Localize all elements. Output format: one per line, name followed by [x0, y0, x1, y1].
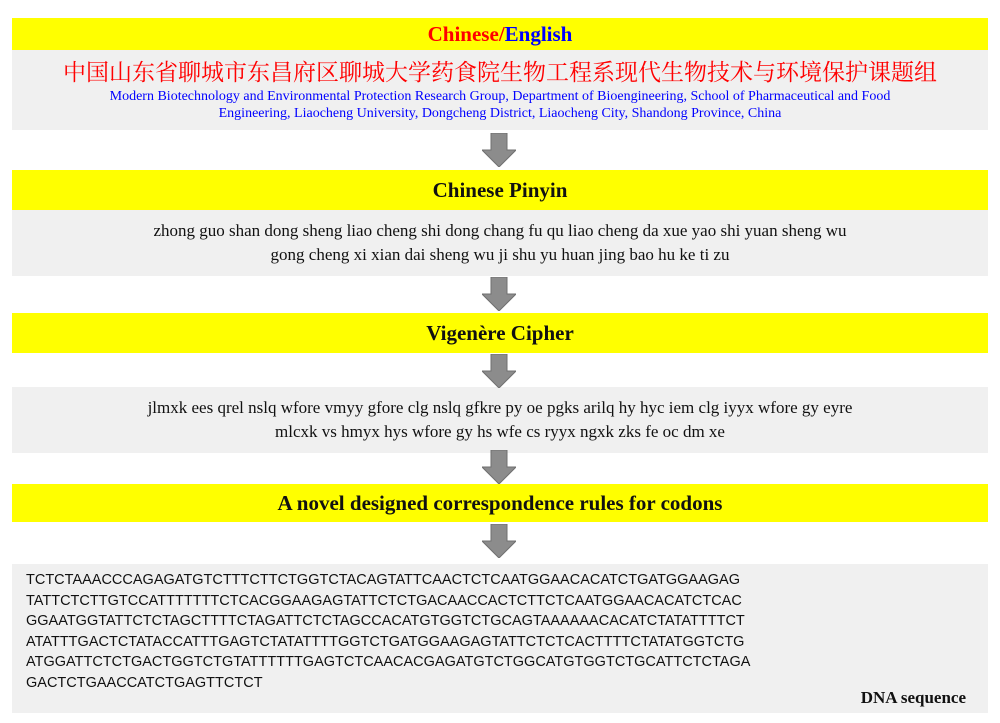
dna-sequence-panel: [12, 564, 988, 713]
chinese-english-panel: [12, 50, 988, 130]
pinyin-line-1: zhong guo shan dong sheng liao cheng shi dong chang fu qu liao cheng da xue yao shi yuan sheng wu: [153, 221, 847, 240]
title-separator: /: [498, 21, 505, 46]
pinyin-line-2: gong cheng xi xian dai sheng wu ji shu yu huan jing bao hu ke ti zu: [270, 245, 730, 264]
codon-rules-title: A novel designed correspondence rules for codons: [277, 490, 723, 515]
title-english-word: English: [504, 21, 573, 46]
codon-rules-header: [12, 484, 988, 522]
dna-line-6: GACTCTGAACCATCTGAGTTCTCT: [26, 674, 263, 691]
dna-line-1: TCTCTAAACCCAGAGATGTCTTTCTTCTGGTCTACAGTATTCAACTCTCAATGGAACACATCTGATGGAAGAG: [26, 572, 740, 588]
down-arrow-icon: [482, 354, 516, 388]
down-arrow-icon: [482, 450, 516, 484]
pinyin-panel: [12, 210, 988, 276]
english-address-line-2: Engineering, Liaocheng University, Dongcheng District, Liaocheng City, Shandong Province, China: [218, 106, 782, 121]
down-arrow-icon: [482, 524, 516, 558]
dna-line-5: ATGGATTCTCTGACTGGTCTGTATTTTTTGAGTCTCAACACGAGATGTCTGGCATGTGGTCTGCATTCTCTAGA: [26, 654, 751, 670]
vigenere-panel: [12, 387, 988, 453]
chinese-english-header: [12, 18, 988, 50]
cipher-line-1: jlmxk ees qrel nslq wfore vmyy gfore clg nslq gfkre py oe pgks arilq hy hyc iem clg iyyx wfore gy eyre: [147, 398, 853, 417]
down-arrow-icon: [482, 133, 516, 167]
chinese-pinyin-header: [12, 170, 988, 210]
vigenere-title: Vigenère Cipher: [426, 320, 574, 345]
pinyin-title: Chinese Pinyin: [432, 177, 568, 202]
english-address-line-1: Modern Biotechnology and Environmental Protection Research Group, Department of Bioengineering, School of Pharmaceutical and Food: [109, 89, 891, 104]
chinese-address-text: 中国山东省聊城市东昌府区聊城大学药食院生物工程系现代生物技术与环境保护课题组: [63, 60, 937, 86]
vigenere-cipher-header: [12, 313, 988, 353]
cipher-line-2: mlcxk vs hmyx hys wfore gy hs wfe cs ryyx ngxk zks fe oc dm xe: [275, 422, 725, 441]
dna-line-4: ATATTTGACTCTATACCATTTGAGTCTATATTTTGGTCTGATGGAAGAGTATTCTCTCACTTTTCTATATGGTCTG: [26, 633, 745, 650]
title-chinese-word: Chinese: [427, 21, 499, 46]
dna-sequence-label: DNA sequence: [860, 687, 966, 707]
dna-line-2: TATTCTCTTGTCCATTTTTTTCTCACGGAAGAGTATTCTCTGACAACCACTCTTCTCAATGGAACACATCTCAC: [26, 592, 742, 609]
dna-line-3: GGAATGGTATTCTCTAGCTTTTCTAGATTCTCTAGCCACATGTGGTCTGCAGTAAAAAACACATCTATATTTTCT: [26, 613, 745, 629]
down-arrow-icon: [482, 277, 516, 311]
